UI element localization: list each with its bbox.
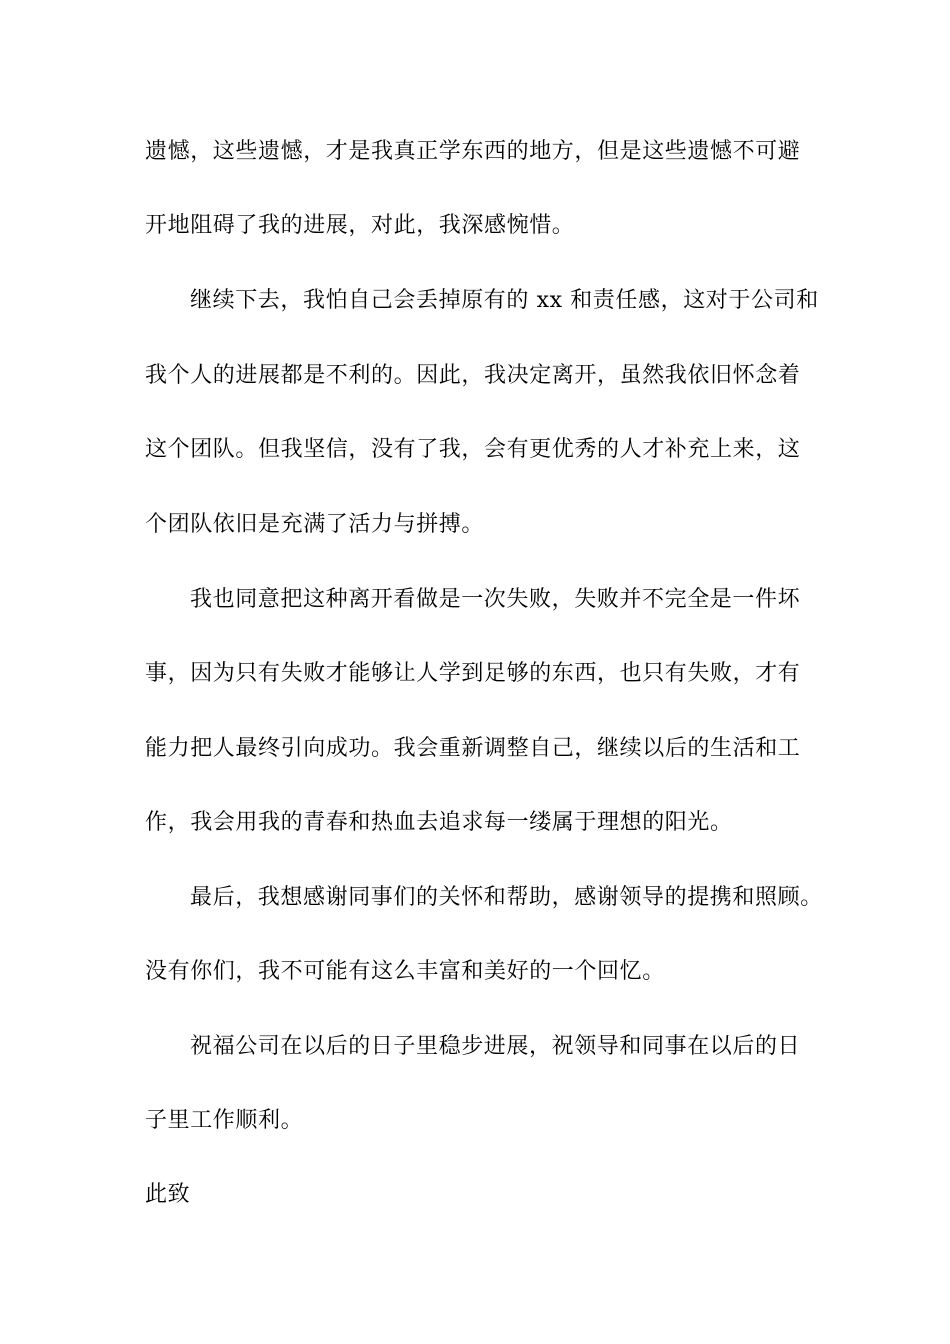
text-line: 作，我会用我的青春和热血去追求每一缕属于理想的阳光。 bbox=[145, 810, 733, 835]
closing-line: 此致 bbox=[145, 1182, 191, 1207]
paragraph-start-line: 最后，我想感谢同事们的关怀和帮助，感谢领导的提携和照顾。 bbox=[190, 885, 823, 910]
text-line: 开地阻碍了我的进展，对此，我深感惋惜。 bbox=[145, 213, 575, 238]
text-line: 没有你们，我不可能有这么丰富和美好的一个回忆。 bbox=[145, 959, 665, 984]
text-line: 这个团队。但我坚信，没有了我，会有更优秀的人才补充上来，这 bbox=[145, 437, 801, 462]
paragraph-start-line: 祝福公司在以后的日子里稳步进展，祝领导和同事在以后的日 bbox=[190, 1034, 801, 1059]
paragraph-start-line: 我也同意把这种离开看做是一次失败，失败并不完全是一件坏 bbox=[190, 587, 801, 612]
text-line: 能力把人最终引向成功。我会重新调整自己，继续以后的生活和工 bbox=[145, 736, 801, 761]
text-line: 个团队依旧是充满了活力与拼搏。 bbox=[145, 512, 485, 537]
text-line: 事，因为只有失败才能够让人学到足够的东西，也只有失败，才有 bbox=[145, 661, 801, 686]
text-line: 遗憾，这些遗憾，才是我真正学东西的地方，但是这些遗憾不可避 bbox=[145, 139, 801, 164]
text-line: 子里工作顺利。 bbox=[145, 1108, 304, 1133]
paragraph-start-line: 继续下去，我怕自己会丢掉原有的 xx 和责任感，这对于公司和 bbox=[190, 288, 819, 313]
text-line: 我个人的进展都是不利的。因此，我决定离开，虽然我依旧怀念着 bbox=[145, 363, 801, 388]
